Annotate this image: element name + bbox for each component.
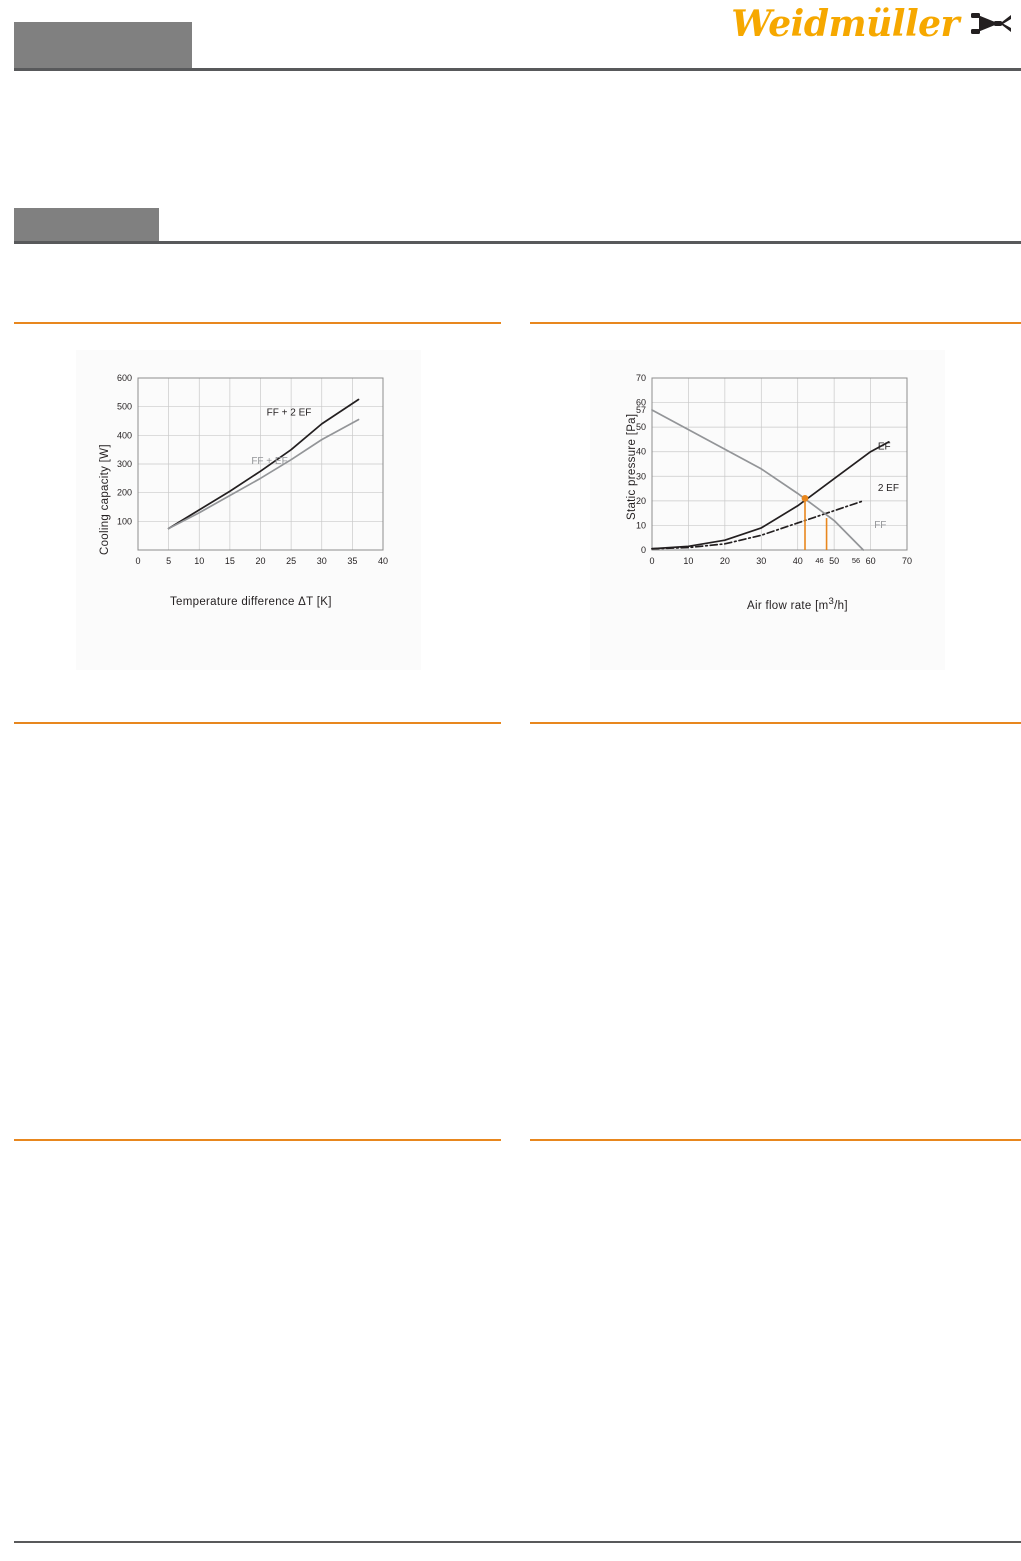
divider-right-3 [530, 1139, 1021, 1141]
brand-wordmark: Weidmüller [731, 3, 959, 45]
section-tab [14, 208, 159, 244]
y-tick-label: 50 [635, 422, 646, 433]
x-tick-label: 20 [719, 556, 730, 566]
series-label-3: FF [874, 519, 887, 531]
x-tick-label: 35 [347, 556, 358, 566]
header-tab [14, 22, 192, 68]
y-tick-label: 100 [116, 516, 132, 527]
y-tick-label: 10 [635, 520, 646, 531]
marker-label-2: 56 [851, 556, 861, 565]
x-tick-label: 40 [377, 556, 389, 566]
x-tick-label: 60 [865, 556, 876, 566]
brand-logo [673, 2, 1013, 46]
y-tick-label: 60 [635, 397, 646, 408]
page-header [0, 0, 1021, 76]
divider-left-2 [14, 722, 501, 724]
x-tick-label: 10 [194, 556, 205, 566]
y-tick-label: 70 [635, 373, 646, 383]
y-tick-label: 57 [635, 404, 646, 415]
footer-divider [14, 1541, 1021, 1543]
y-tick-label: 20 [635, 495, 646, 506]
y-tick-label: 400 [116, 430, 132, 441]
x-tick-label: 0 [649, 556, 655, 566]
series-label-1: FF + 2 EF [266, 407, 312, 419]
x-tick-label: 30 [316, 556, 327, 566]
section-divider [14, 241, 1021, 244]
plot-border [652, 378, 907, 550]
x-tick-label: 0 [135, 556, 141, 566]
divider-right-1 [530, 322, 1021, 324]
left-chart-x-axis-title: Temperature difference ΔT [K] [170, 596, 332, 608]
x-tick-label: 20 [255, 556, 266, 566]
header-divider [14, 68, 1021, 71]
x-tick-label: 15 [224, 556, 235, 566]
divider-left-3 [14, 1139, 501, 1141]
divider-right-2 [530, 722, 1021, 724]
y-tick-label: 40 [635, 446, 646, 457]
section-header-band [14, 208, 1021, 244]
x-tick-label: 5 [166, 556, 172, 566]
x-tick-label: 70 [901, 556, 913, 566]
weidmueller-logo-icon [969, 9, 1013, 39]
y-tick-label: 600 [116, 373, 132, 383]
cooling-capacity-chart [76, 350, 421, 670]
series-label-1: EF [877, 441, 891, 453]
x-tick-label: 50 [829, 556, 840, 566]
series-label-2: 2 EF [877, 483, 899, 495]
static-pressure-chart [590, 350, 945, 670]
y-tick-label: 30 [635, 471, 646, 482]
left-chart-y-axis-title: Cooling capacity [W] [99, 444, 111, 555]
series-line-2 [652, 501, 863, 549]
marker-label-1: 46 [815, 556, 824, 565]
x-tick-label: 10 [683, 556, 694, 566]
x-tick-label: 30 [756, 556, 767, 566]
y-tick-label: 500 [116, 401, 132, 412]
y-tick-label: 200 [116, 487, 132, 498]
operating-point-marker [802, 495, 809, 502]
x-tick-label: 40 [792, 556, 803, 566]
y-tick-label: 0 [640, 545, 646, 555]
series-label-2: FF + EF [251, 456, 288, 467]
y-tick-label: 300 [116, 459, 132, 469]
right-chart-x-axis-title [747, 596, 848, 612]
divider-left-1 [14, 322, 501, 324]
x-tick-label: 25 [286, 556, 297, 566]
right-chart-x-axis-label-text: Air flow rate $[m^3/h]$ [747, 596, 848, 612]
right-chart-y-axis-title: Static pressure [Pa] [626, 413, 638, 520]
